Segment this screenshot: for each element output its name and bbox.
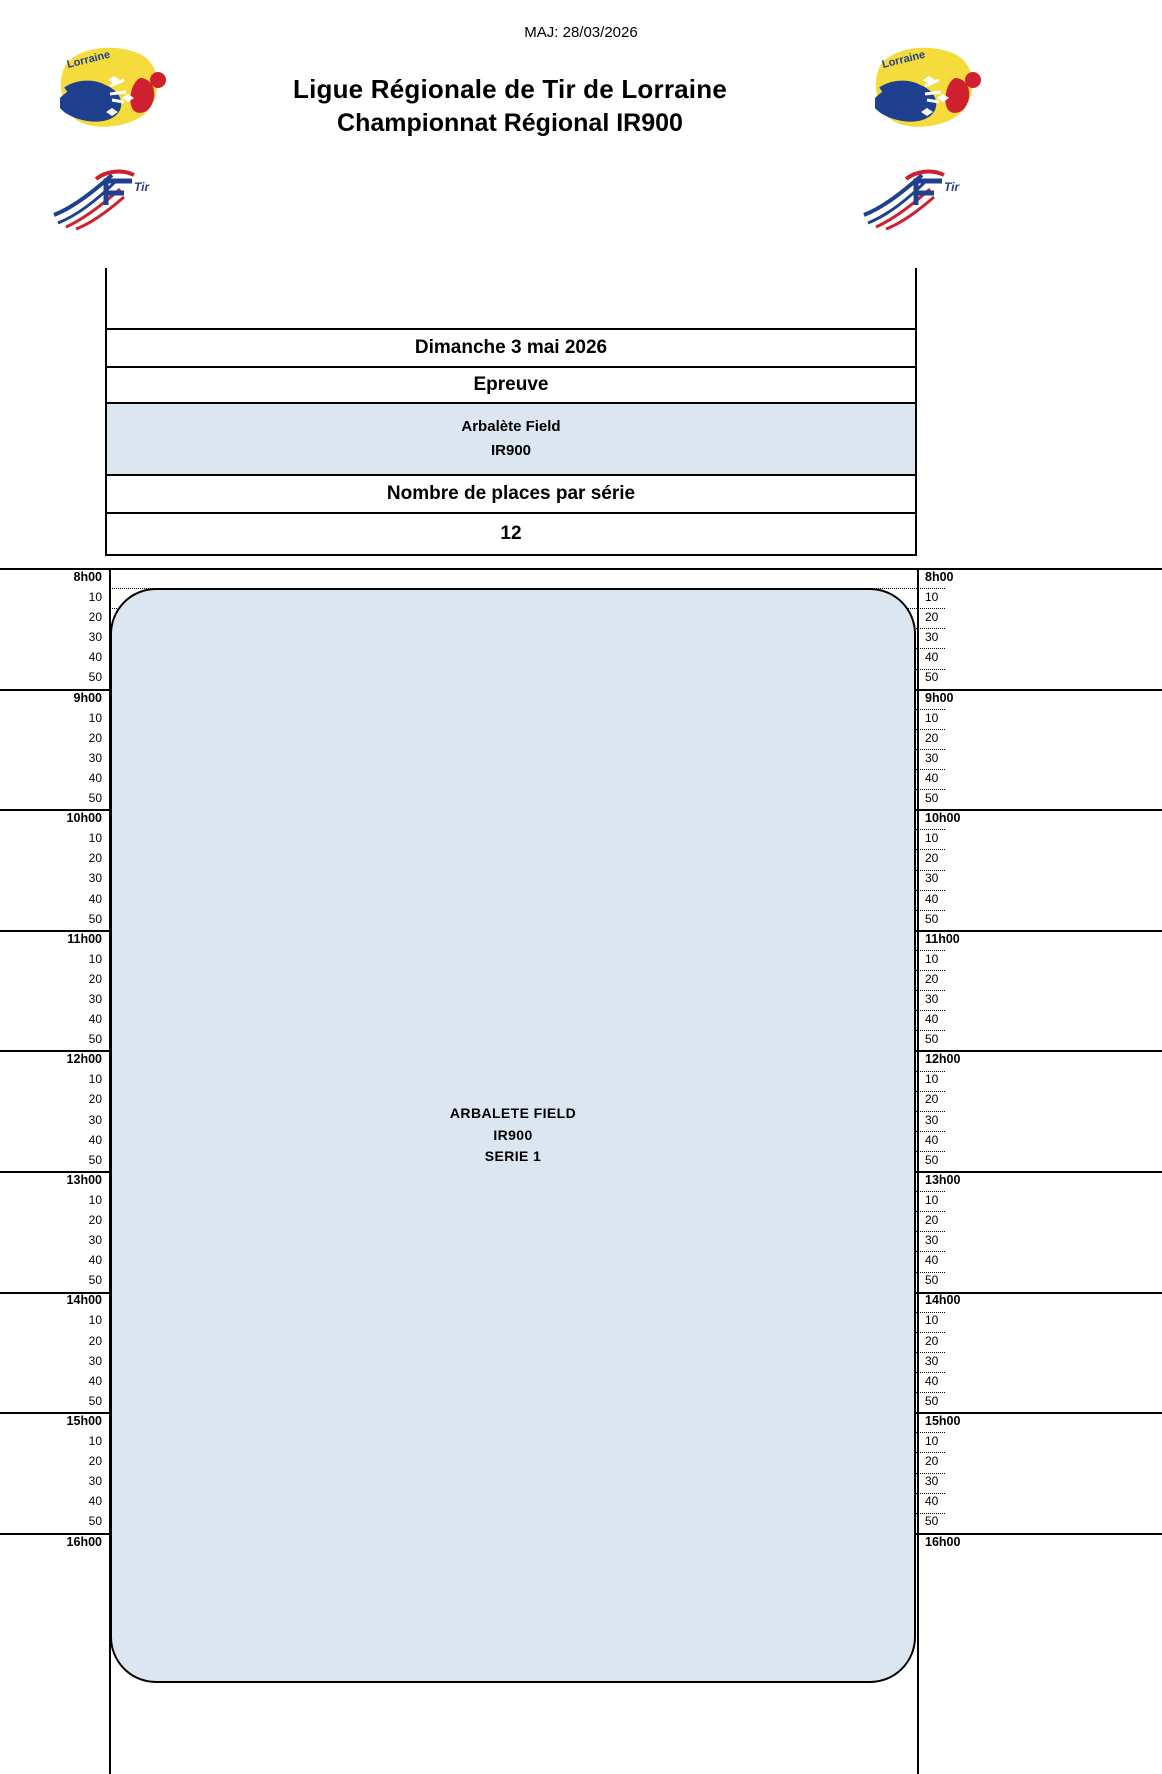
time-slot-minute — [915, 970, 1025, 990]
time-slot-minute — [915, 1070, 1025, 1090]
minute-label: 10 — [88, 1313, 102, 1328]
time-slot-minute — [0, 1452, 110, 1472]
minute-label: 30 — [925, 1353, 939, 1368]
minute-label: 30 — [925, 1474, 939, 1489]
minute-label: 50 — [925, 1032, 939, 1047]
minute-label: 10 — [925, 1313, 939, 1328]
time-slot-hour — [915, 1291, 1025, 1311]
time-slot-minute — [915, 1191, 1025, 1211]
hour-label: 14h00 — [925, 1293, 961, 1308]
minute-label: 20 — [88, 730, 102, 745]
logo-fftir-left — [50, 165, 170, 235]
minute-label: 30 — [88, 991, 102, 1006]
minute-label: 40 — [88, 650, 102, 665]
hour-label: 13h00 — [925, 1172, 961, 1187]
time-slot-minute — [915, 1392, 1025, 1412]
minute-label: 30 — [925, 1112, 939, 1127]
minute-label: 40 — [925, 770, 939, 785]
last-update-label: MAJ: 28/03/2026 — [524, 24, 638, 41]
serie-code: IR900 — [493, 1126, 533, 1143]
table-row-epreuve-header — [106, 367, 916, 403]
minute-label: 40 — [88, 891, 102, 906]
time-slot-hour — [915, 1412, 1025, 1432]
minute-label: 30 — [925, 630, 939, 645]
time-slot-minute — [0, 1492, 110, 1512]
time-slot-hour — [0, 689, 110, 709]
time-slot-minute — [915, 1111, 1025, 1131]
time-slot-minute — [915, 950, 1025, 970]
time-slot-minute — [0, 1472, 110, 1492]
time-slot-minute — [0, 1271, 110, 1291]
time-slot-minute — [0, 1251, 110, 1271]
minute-label: 30 — [88, 871, 102, 886]
svg-text:Lorraine: Lorraine — [65, 48, 112, 71]
time-slot-minute — [915, 1332, 1025, 1352]
time-slot-minute — [0, 628, 110, 648]
minute-label: 40 — [925, 1012, 939, 1027]
hour-label: 10h00 — [66, 811, 102, 826]
time-slot-minute — [0, 1111, 110, 1131]
time-slot-minute — [0, 1372, 110, 1392]
time-slot-minute — [0, 990, 110, 1010]
time-slot-minute — [0, 1131, 110, 1151]
time-slot-minute — [915, 789, 1025, 809]
serie-discipline: ARBALETE FIELD — [449, 1104, 577, 1121]
table-row-places-header — [106, 475, 916, 513]
time-axis-right — [915, 568, 1025, 1553]
time-slot-hour — [915, 1533, 1025, 1553]
time-slot-minute — [0, 749, 110, 769]
time-slot-minute — [915, 1010, 1025, 1030]
time-slot-hour — [0, 1412, 110, 1432]
svg-text:Tir: Tir — [944, 180, 960, 194]
logo-ligue-lorraine-right — [855, 38, 985, 138]
time-slot-hour — [915, 689, 1025, 709]
time-slot-hour — [915, 1171, 1025, 1191]
minute-label: 50 — [925, 1152, 939, 1167]
minute-label: 50 — [88, 1032, 102, 1047]
minute-label: 10 — [88, 831, 102, 846]
hour-label: 8h00 — [73, 570, 102, 584]
event-date: Dimanche 3 mai 2026 — [106, 329, 916, 367]
time-slot-minute — [0, 1311, 110, 1331]
svg-text:Tir: Tir — [134, 180, 150, 194]
minute-label: 40 — [88, 1373, 102, 1388]
time-slot-minute — [915, 1131, 1025, 1151]
time-slot-minute — [0, 1352, 110, 1372]
time-slot-hour — [0, 1171, 110, 1191]
hour-label: 10h00 — [925, 811, 961, 826]
minute-label: 30 — [88, 1233, 102, 1248]
epreuve-header: Epreuve — [106, 367, 916, 403]
spacer-cell — [106, 268, 916, 329]
time-slot-hour — [0, 809, 110, 829]
time-slot-minute — [0, 910, 110, 930]
minute-label: 40 — [925, 1253, 939, 1268]
time-slot-minute — [915, 890, 1025, 910]
time-slot-minute — [0, 849, 110, 869]
minute-label: 20 — [925, 1454, 939, 1469]
minute-label: 30 — [925, 1233, 939, 1248]
time-slot-minute — [0, 789, 110, 809]
hour-label: 15h00 — [925, 1413, 961, 1428]
minute-label: 40 — [88, 1494, 102, 1509]
time-slot-minute — [0, 1392, 110, 1412]
time-slot-hour — [0, 1533, 110, 1553]
minute-label: 10 — [925, 710, 939, 725]
minute-label: 10 — [925, 1434, 939, 1449]
epreuve-code: IR900 — [490, 442, 532, 459]
minute-label: 10 — [925, 831, 939, 846]
time-slot-minute — [915, 990, 1025, 1010]
time-slot-minute — [915, 1151, 1025, 1171]
time-slot-minute — [0, 1151, 110, 1171]
hour-label: 13h00 — [66, 1172, 102, 1187]
time-slot-minute — [915, 1311, 1025, 1331]
time-slot-minute — [915, 829, 1025, 849]
places-value: 12 — [106, 513, 916, 555]
minute-label: 30 — [88, 630, 102, 645]
minute-label: 20 — [925, 971, 939, 986]
minute-label: 50 — [925, 911, 939, 926]
time-slot-minute — [915, 1432, 1025, 1452]
time-slot-minute — [915, 1251, 1025, 1271]
schedule-grid — [0, 568, 1162, 1774]
minute-label: 10 — [88, 1192, 102, 1207]
epreuve-value-cell — [106, 403, 916, 475]
time-slot-minute — [915, 648, 1025, 668]
time-slot-minute — [0, 890, 110, 910]
minute-label: 20 — [88, 971, 102, 986]
time-slot-minute — [0, 588, 110, 608]
page-title — [200, 74, 820, 138]
time-slot-minute — [0, 1191, 110, 1211]
minute-label: 20 — [925, 610, 939, 625]
time-slot-minute — [0, 869, 110, 889]
hour-label: 14h00 — [66, 1293, 102, 1308]
epreuve-discipline: Arbalète Field — [461, 418, 561, 435]
time-slot-minute — [915, 608, 1025, 628]
minute-label: 30 — [88, 1112, 102, 1127]
time-slot-hour — [0, 930, 110, 950]
time-slot-hour — [915, 568, 1025, 588]
time-slot-minute — [0, 1030, 110, 1050]
event-info-table — [105, 268, 917, 556]
time-slot-minute — [915, 729, 1025, 749]
time-slot-hour — [915, 1050, 1025, 1070]
table-row-date — [106, 329, 916, 367]
minute-label: 30 — [925, 871, 939, 886]
time-slot-minute — [0, 769, 110, 789]
time-slot-minute — [915, 1352, 1025, 1372]
time-slot-minute — [0, 648, 110, 668]
minute-label: 20 — [925, 1092, 939, 1107]
time-slot-minute — [915, 1231, 1025, 1251]
minute-label: 50 — [925, 1273, 939, 1288]
time-slot-minute — [915, 628, 1025, 648]
time-slot-minute — [0, 1211, 110, 1231]
serie-block-1[interactable] — [110, 588, 916, 1683]
time-slot-minute — [915, 769, 1025, 789]
time-slot-minute — [915, 869, 1025, 889]
minute-label: 40 — [925, 1132, 939, 1147]
hour-label: 12h00 — [925, 1052, 961, 1067]
minute-label: 40 — [925, 891, 939, 906]
minute-label: 30 — [925, 750, 939, 765]
time-slot-minute — [0, 1070, 110, 1090]
time-slot-minute — [0, 729, 110, 749]
minute-label: 40 — [88, 1132, 102, 1147]
time-slot-minute — [915, 1372, 1025, 1392]
minute-label: 40 — [925, 1373, 939, 1388]
minute-label: 50 — [88, 911, 102, 926]
minute-label: 30 — [925, 991, 939, 1006]
hour-label: 9h00 — [925, 690, 954, 705]
time-slot-minute — [0, 950, 110, 970]
time-slot-minute — [915, 1492, 1025, 1512]
minute-label: 40 — [88, 1253, 102, 1268]
time-slot-minute — [915, 749, 1025, 769]
title-championship: Championnat Régional IR900 — [337, 109, 683, 137]
minute-label: 20 — [925, 1213, 939, 1227]
time-slot-minute — [0, 1090, 110, 1110]
time-slot-minute — [0, 709, 110, 729]
time-slot-minute — [915, 849, 1025, 869]
minute-label: 20 — [88, 851, 102, 866]
minute-label: 20 — [88, 1333, 102, 1348]
hour-label: 11h00 — [925, 931, 960, 946]
time-slot-minute — [915, 1090, 1025, 1110]
time-slot-minute — [915, 1030, 1025, 1050]
minute-label: 50 — [925, 1393, 939, 1408]
minute-label: 40 — [925, 650, 939, 665]
minute-label: 10 — [88, 710, 102, 725]
places-header: Nombre de places par série — [106, 475, 916, 513]
minute-label: 10 — [925, 1192, 939, 1207]
minute-label: 20 — [925, 1333, 939, 1348]
hour-label: 16h00 — [925, 1534, 961, 1549]
logo-ligue-lorraine-left — [40, 38, 170, 138]
minute-label: 30 — [88, 1474, 102, 1489]
svg-text:Lorraine: Lorraine — [880, 48, 927, 71]
minute-label: 10 — [88, 590, 102, 605]
time-slot-minute — [915, 1512, 1025, 1532]
time-slot-minute — [0, 668, 110, 688]
minute-label: 10 — [925, 590, 939, 605]
time-slot-minute — [915, 910, 1025, 930]
time-slot-minute — [915, 1211, 1025, 1231]
time-slot-hour — [915, 809, 1025, 829]
time-slot-minute — [0, 608, 110, 628]
time-slot-minute — [915, 1271, 1025, 1291]
minute-label: 40 — [88, 1012, 102, 1027]
serie-number: SERIE 1 — [484, 1148, 542, 1165]
minute-label: 50 — [88, 1514, 102, 1529]
time-slot-minute — [0, 970, 110, 990]
minute-label: 20 — [88, 1213, 102, 1227]
hour-label: 12h00 — [66, 1052, 102, 1067]
time-slot-minute — [915, 668, 1025, 688]
hour-label: 8h00 — [925, 570, 954, 584]
minute-label: 10 — [88, 1434, 102, 1449]
time-slot-hour — [0, 1050, 110, 1070]
time-slot-hour — [0, 568, 110, 588]
time-slot-minute — [915, 588, 1025, 608]
minute-label: 50 — [925, 791, 939, 806]
minute-label: 30 — [88, 1353, 102, 1368]
minute-label: 50 — [88, 1152, 102, 1167]
hour-label: 11h00 — [67, 931, 102, 946]
minute-label: 10 — [925, 951, 939, 966]
minute-label: 10 — [88, 951, 102, 966]
time-slot-minute — [0, 1231, 110, 1251]
hour-label: 16h00 — [66, 1534, 102, 1549]
minute-label: 50 — [88, 791, 102, 806]
time-slot-minute — [0, 1512, 110, 1532]
minute-label: 40 — [925, 1494, 939, 1509]
table-row-spacer — [106, 268, 916, 329]
minute-label: 20 — [88, 1454, 102, 1469]
hour-label: 9h00 — [73, 690, 102, 705]
minute-label: 50 — [925, 670, 939, 685]
minute-label: 20 — [925, 851, 939, 866]
minute-label: 20 — [88, 1092, 102, 1107]
time-slot-minute — [0, 1010, 110, 1030]
time-slot-minute — [915, 1452, 1025, 1472]
minute-label: 50 — [925, 1514, 939, 1529]
table-row-epreuve-value — [106, 403, 916, 475]
title-league: Ligue Régionale de Tir de Lorraine — [293, 74, 727, 104]
time-slot-minute — [0, 829, 110, 849]
minute-label: 50 — [88, 1393, 102, 1408]
logo-fftir-right — [860, 165, 980, 235]
minute-label: 10 — [925, 1072, 939, 1087]
time-slot-minute — [915, 1472, 1025, 1492]
minute-label: 40 — [88, 770, 102, 785]
minute-label: 30 — [88, 750, 102, 765]
minute-label: 20 — [925, 730, 939, 745]
minute-label: 50 — [88, 670, 102, 685]
minute-label: 20 — [88, 610, 102, 625]
time-axis-left — [0, 568, 110, 1553]
time-slot-minute — [0, 1332, 110, 1352]
table-row-places-value — [106, 513, 916, 555]
minute-label: 10 — [88, 1072, 102, 1087]
time-slot-hour — [915, 930, 1025, 950]
hour-label: 15h00 — [66, 1413, 102, 1428]
minute-label: 50 — [88, 1273, 102, 1288]
time-slot-minute — [0, 1432, 110, 1452]
time-slot-hour — [0, 1291, 110, 1311]
time-slot-minute — [915, 709, 1025, 729]
